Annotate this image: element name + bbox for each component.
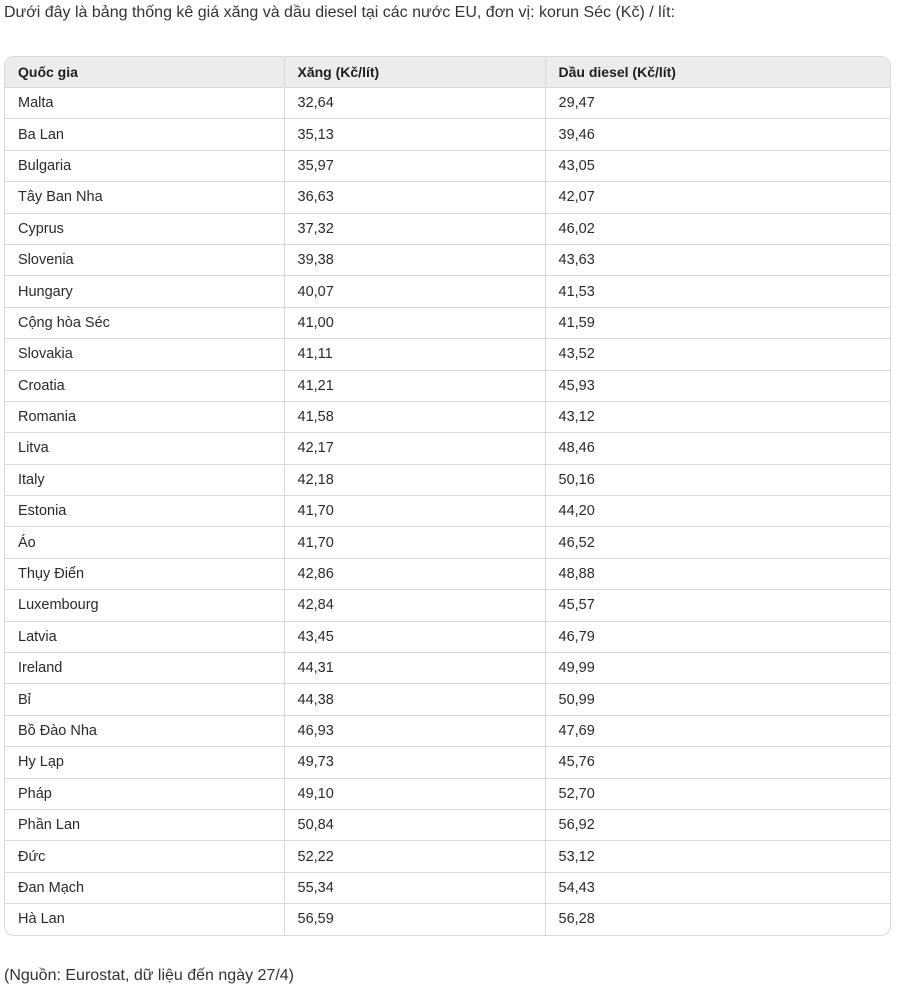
cell-diesel-price: 53,12 [545, 841, 890, 872]
cell-petrol-price: 49,73 [284, 747, 545, 778]
cell-petrol-price: 40,07 [284, 276, 545, 307]
cell-petrol-price: 42,18 [284, 464, 545, 495]
fuel-price-table [4, 56, 891, 936]
cell-petrol-price: 41,11 [284, 339, 545, 370]
cell-country: Malta [5, 88, 284, 119]
cell-country: Phần Lan [5, 809, 284, 840]
cell-petrol-price: 39,38 [284, 244, 545, 275]
cell-diesel-price: 43,05 [545, 150, 890, 181]
cell-country: Đức [5, 841, 284, 872]
cell-country: Đan Mạch [5, 872, 284, 903]
header-diesel: Dầu diesel (Kč/lít) [545, 57, 890, 88]
table-row [5, 809, 890, 840]
cell-diesel-price: 48,46 [545, 433, 890, 464]
table-row [5, 244, 890, 275]
cell-diesel-price: 39,46 [545, 119, 890, 150]
cell-country: Litva [5, 433, 284, 464]
cell-petrol-price: 50,84 [284, 809, 545, 840]
header-petrol: Xăng (Kč/lít) [284, 57, 545, 88]
table-row [5, 401, 890, 432]
cell-petrol-price: 37,32 [284, 213, 545, 244]
cell-country: Bồ Đào Nha [5, 715, 284, 746]
cell-petrol-price: 56,59 [284, 904, 545, 935]
table-row [5, 904, 890, 935]
header-country: Quốc gia [5, 57, 284, 88]
table-row [5, 150, 890, 181]
cell-diesel-price: 45,57 [545, 590, 890, 621]
cell-country: Bulgaria [5, 150, 284, 181]
cell-diesel-price: 48,88 [545, 558, 890, 589]
cell-petrol-price: 41,58 [284, 401, 545, 432]
table-row [5, 715, 890, 746]
cell-diesel-price: 43,12 [545, 401, 890, 432]
cell-petrol-price: 41,00 [284, 307, 545, 338]
cell-country: Bỉ [5, 684, 284, 715]
cell-petrol-price: 41,70 [284, 527, 545, 558]
cell-diesel-price: 49,99 [545, 653, 890, 684]
table-row [5, 653, 890, 684]
cell-country: Ireland [5, 653, 284, 684]
cell-country: Romania [5, 401, 284, 432]
cell-country: Thụy Điển [5, 558, 284, 589]
cell-diesel-price: 56,92 [545, 809, 890, 840]
cell-diesel-price: 54,43 [545, 872, 890, 903]
table-row [5, 433, 890, 464]
cell-diesel-price: 29,47 [545, 88, 890, 119]
cell-petrol-price: 46,93 [284, 715, 545, 746]
cell-diesel-price: 56,28 [558, 911, 595, 928]
cell-country: Hungary [5, 276, 284, 307]
cell-diesel-price: 41,59 [545, 307, 890, 338]
intro-text: Dưới đây là bảng thống kê giá xăng và dầu diesel tại các nước EU, đơn vị: korun Séc (Kč) / lít: [4, 4, 676, 21]
source-note: (Nguồn: Eurostat, dữ liệu đến ngày 27/4) [4, 967, 294, 984]
cell-country: Hy Lạp [5, 747, 284, 778]
cell-petrol-price: 44,31 [284, 653, 545, 684]
cell-petrol-price: 42,84 [284, 590, 545, 621]
cell-diesel-price: 46,79 [545, 621, 890, 652]
table-row [5, 621, 890, 652]
cell-diesel-price: 52,70 [545, 778, 890, 809]
cell-diesel-price: 46,02 [545, 213, 890, 244]
cell-diesel-price: 50,16 [545, 464, 890, 495]
cell-petrol-price: 32,64 [284, 88, 545, 119]
cell-diesel-price: 46,52 [545, 527, 890, 558]
table-row [5, 496, 890, 527]
cell-diesel-price: 41,53 [545, 276, 890, 307]
table-header-row [5, 57, 890, 88]
cell-petrol-price: 35,97 [284, 150, 545, 181]
table-row [5, 370, 890, 401]
cell-petrol-price: 49,10 [284, 778, 545, 809]
table-row [5, 872, 890, 903]
cell-country: Áo [5, 527, 284, 558]
cell-country: Cyprus [5, 213, 284, 244]
table-row [5, 527, 890, 558]
cell-diesel-price: 43,63 [545, 244, 890, 275]
table-row [5, 464, 890, 495]
cell-country: Slovakia [5, 339, 284, 370]
cell-petrol-price: 41,21 [284, 370, 545, 401]
cell-petrol-price: 42,17 [284, 433, 545, 464]
table-row [5, 182, 890, 213]
cell-country: Latvia [5, 621, 284, 652]
cell-country: Pháp [5, 778, 284, 809]
table-row [5, 276, 890, 307]
cell-country: Italy [5, 464, 284, 495]
table-row [5, 841, 890, 872]
table-row [5, 339, 890, 370]
table-row [5, 558, 890, 589]
cell-petrol-price: 43,45 [284, 621, 545, 652]
table-row [5, 778, 890, 809]
cell-country: Croatia [5, 370, 284, 401]
cell-petrol-price: 52,22 [284, 841, 545, 872]
cell-country: Estonia [5, 496, 284, 527]
cell-country: Hà Lan [5, 904, 284, 935]
cell-diesel-price: 44,20 [545, 496, 890, 527]
cell-country: Luxembourg [5, 590, 284, 621]
cell-diesel-price: 50,99 [545, 684, 890, 715]
cell-diesel-price: 42,07 [545, 182, 890, 213]
cell-country: Ba Lan [5, 119, 284, 150]
cell-country: Tây Ban Nha [5, 182, 284, 213]
cell-petrol-price: 44,38 [284, 684, 545, 715]
table-row [5, 307, 890, 338]
cell-petrol-price: 55,34 [284, 872, 545, 903]
table-row [5, 88, 890, 119]
cell-petrol-price: 41,70 [284, 496, 545, 527]
cell-diesel-price: 45,93 [545, 370, 890, 401]
cell-diesel-price: 43,52 [545, 339, 890, 370]
cell-country: Slovenia [5, 244, 284, 275]
cell-diesel-price: 47,69 [545, 715, 890, 746]
table-row [5, 747, 890, 778]
table-row [5, 590, 890, 621]
table-body [5, 88, 890, 935]
table-row [5, 684, 890, 715]
cell-diesel-price: 45,76 [545, 747, 890, 778]
cell-country: Cộng hòa Séc [5, 307, 284, 338]
table-row [5, 213, 890, 244]
cell-petrol-price: 42,86 [284, 558, 545, 589]
cell-petrol-price: 36,63 [284, 182, 545, 213]
table-row [5, 119, 890, 150]
cell-petrol-price: 35,13 [284, 119, 545, 150]
